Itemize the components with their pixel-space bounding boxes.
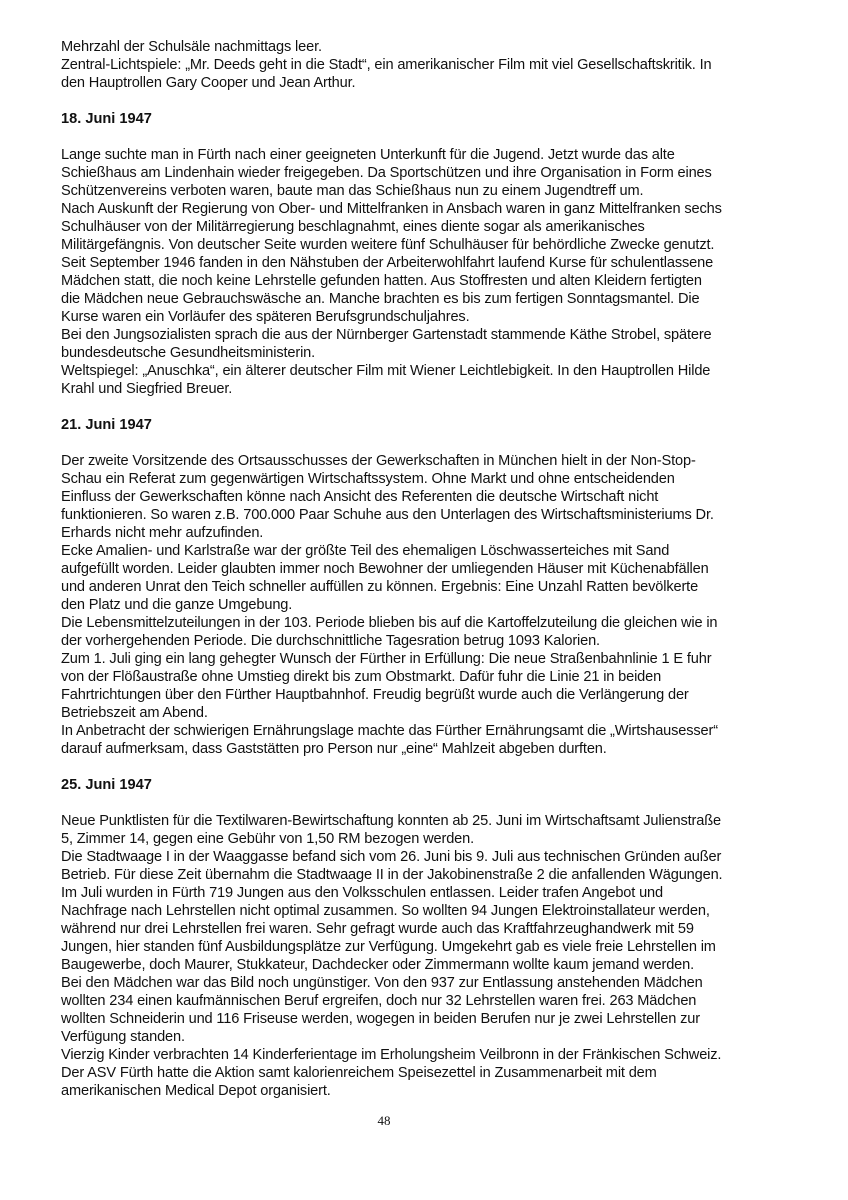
spacer xyxy=(61,128,821,146)
text-line: von der Flößaustraße ohne Umstieg direkt bis zum Obstmarkt. Dafür fuhr die Linie 21 in beiden xyxy=(61,669,662,685)
text-line: Nachfrage nach Lehrstellen nicht optimal zusammen. So wollten 94 Jungen Elektroinstallateur werden, xyxy=(61,903,710,919)
spacer xyxy=(61,434,821,452)
text-line: Einfluss der Gewerkschaften könne nach Ansicht des Referenten die deutsche Wirtschaft nicht xyxy=(61,489,659,505)
text-line: Zum 1. Juli ging ein lang gehegter Wunsch der Fürther in Erfüllung: Die neue Straßenbahnlinie 1 E fuhr xyxy=(61,651,712,667)
text-line: Betriebszeit am Abend. xyxy=(61,705,208,721)
section-heading: 18. Juni 1947 xyxy=(61,111,152,127)
text-line: Mädchen statt, die noch keine Lehrstelle gefunden hatten. Aus Stoffresten und alten Kleidern fertigten xyxy=(61,273,702,289)
text-line: Mehrzahl der Schulsäle nachmittags leer. xyxy=(61,39,322,55)
text-line: Die Lebensmittelzuteilungen in der 103. Periode blieben bis auf die Kartoffelzuteilung die gleichen wie in xyxy=(61,615,718,631)
text-line: Verfügung standen. xyxy=(61,1029,185,1045)
text-line: Lange suchte man in Fürth nach einer geeigneten Unterkunft für die Jugend. Jetzt wurde das alte xyxy=(61,147,675,163)
text-line: Erhards nicht mehr aufzufinden. xyxy=(61,525,264,541)
text-line: Baugewerbe, doch Maurer, Stukkateur, Dachdecker oder Zimmermann wollte kaum jemand werden. xyxy=(61,957,694,973)
text-line: Fahrtrichtungen über den Fürther Hauptbahnhof. Freudig begrüßt wurde auch die Verlängerung der xyxy=(61,687,689,703)
text-line: Nach Auskunft der Regierung von Ober- und Mittelfranken in Ansbach waren in ganz Mittelfranken sechs xyxy=(61,201,722,217)
text-line: Der ASV Fürth hatte die Aktion samt kalorienreichem Speisezettel in Zusammenarbeit mit dem xyxy=(61,1065,657,1081)
text-line: Betrieb. Für diese Zeit übernahm die Stadtwaage II in der Jakobinenstraße 2 die anfallenden Wägungen. xyxy=(61,867,723,883)
document-page xyxy=(61,38,821,1100)
text-line: Ecke Amalien- und Karlstraße war der größte Teil des ehemaligen Löschwasserteiches mit Sand xyxy=(61,543,670,559)
text-line: Weltspiegel: „Anuschka“, ein älterer deutscher Film mit Wiener Leichtlebigkeit. In den Hauptrollen Hilde xyxy=(61,363,711,379)
text-line: den Hauptrollen Gary Cooper und Jean Arthur. xyxy=(61,75,356,91)
text-line: Schützenvereins verboten waren, baute man das Schießhaus nun zu einem Jugendtreff um. xyxy=(61,183,644,199)
text-line: Im Juli wurden in Fürth 719 Jungen aus den Volksschulen entlassen. Leider trafen Angebot und xyxy=(61,885,663,901)
text-line: Bei den Jungsozialisten sprach die aus der Nürnberger Gartenstadt stammende Käthe Strobel, spätere xyxy=(61,327,712,343)
text-line: bundesdeutsche Gesundheitsministerin. xyxy=(61,345,316,361)
text-line: den Platz und die ganze Umgebung. xyxy=(61,597,293,613)
text-line: Schau ein Referat zum gegenwärtigen Wirtschaftssystem. Ohne Markt und ohne entscheidenden xyxy=(61,471,675,487)
text-line: Jungen, hier standen fünf Ausbildungsplätze zur Verfügung. Umgekehrt gab es viele freie Lehrstellen im xyxy=(61,939,716,955)
text-line: die Mädchen neue Gebrauchswäsche an. Manche brachten es bis zum fertigen Sonntagsmantel. Die xyxy=(61,291,700,307)
spacer xyxy=(61,92,821,110)
text-line: amerikanischen Medical Depot organisiert. xyxy=(61,1083,331,1099)
text-line: Seit September 1946 fanden in den Nähstuben der Arbeiterwohlfahrt laufend Kurse für schulentlassene xyxy=(61,255,714,271)
section-heading: 25. Juni 1947 xyxy=(61,777,152,793)
text-line: Bei den Mädchen war das Bild noch ungünstiger. Von den 937 zur Entlassung anstehenden Mädchen xyxy=(61,975,703,991)
text-line: darauf aufmerksam, dass Gaststätten pro Person nur „eine“ Mahlzeit abgeben durften. xyxy=(61,741,607,757)
text-line: Schießhaus am Lindenhain wieder freigegeben. Da Sportschützen und ihre Organisation in Form eines xyxy=(61,165,712,181)
text-line: Zentral-Lichtspiele: „Mr. Deeds geht in die Stadt“, ein amerikanischer Film mit viel Gesellschaftskritik. In xyxy=(61,57,712,73)
text-line: und anderen Unrat den Teich schneller auffüllen zu können. Ergebnis: Eine Unzahl Ratten bevölkerte xyxy=(61,579,699,595)
text-line: 5, Zimmer 14, gegen eine Gebühr von 1,50 RM bezogen werden. xyxy=(61,831,474,847)
text-line: Der zweite Vorsitzende des Ortsausschusses der Gewerkschaften in München hielt in der Non-Stop- xyxy=(61,453,696,469)
spacer xyxy=(61,398,821,416)
text-line: wollten 234 einen kaufmännischen Beruf ergreifen, doch nur 32 Lehrstellen waren frei. 263 Mädchen xyxy=(61,993,697,1009)
section-heading: 21. Juni 1947 xyxy=(61,417,152,433)
text-line: während nur drei Lehrstellen frei waren. Sehr gefragt wurde auch das Kraftfahrzeughandwerk mit 59 xyxy=(61,921,694,937)
spacer xyxy=(61,794,821,812)
text-line: Krahl und Siegfried Breuer. xyxy=(61,381,233,397)
text-line: funktionieren. So waren z.B. 700.000 Paar Schuhe aus den Unterlagen des Wirtschaftsministeriums Dr. xyxy=(61,507,714,523)
text-line: Kurse waren ein Vorläufer des späteren Berufsgrundschuljahres. xyxy=(61,309,470,325)
text-line: aufgefüllt worden. Leider glaubten immer noch Bewohner der umliegenden Häuser mit Küchenabfällen xyxy=(61,561,709,577)
text-line: der vorhergehenden Periode. Die durchschnittliche Tagesration betrug 1093 Kalorien. xyxy=(61,633,600,649)
text-line: Militärgefängnis. Von deutscher Seite wurden weitere fünf Schulhäuser für behördliche Zwecke genutzt. xyxy=(61,237,715,253)
spacer xyxy=(61,758,821,776)
text-line: In Anbetracht der schwierigen Ernährungslage machte das Fürther Ernährungsamt die „Wirtshausesser“ xyxy=(61,723,718,739)
text-line: wollten Schneiderin und 116 Friseuse werden, wogegen in beiden Berufen nur je zwei Lehrstellen zur xyxy=(61,1011,700,1027)
text-line: Vierzig Kinder verbrachten 14 Kinderferientage im Erholungsheim Veilbronn in der Fränkischen Schweiz. xyxy=(61,1047,722,1063)
text-line: Die Stadtwaage I in der Waaggasse befand sich vom 26. Juni bis 9. Juli aus technischen Gründen außer xyxy=(61,849,722,865)
text-line: Neue Punktlisten für die Textilwaren-Bewirtschaftung konnten ab 25. Juni im Wirtschaftsamt Julienstraße xyxy=(61,813,721,829)
text-line: Schulhäuser von der Militärregierung beschlagnahmt, eines diente sogar als amerikanisches xyxy=(61,219,645,235)
page-number: 48 xyxy=(377,1113,391,1128)
